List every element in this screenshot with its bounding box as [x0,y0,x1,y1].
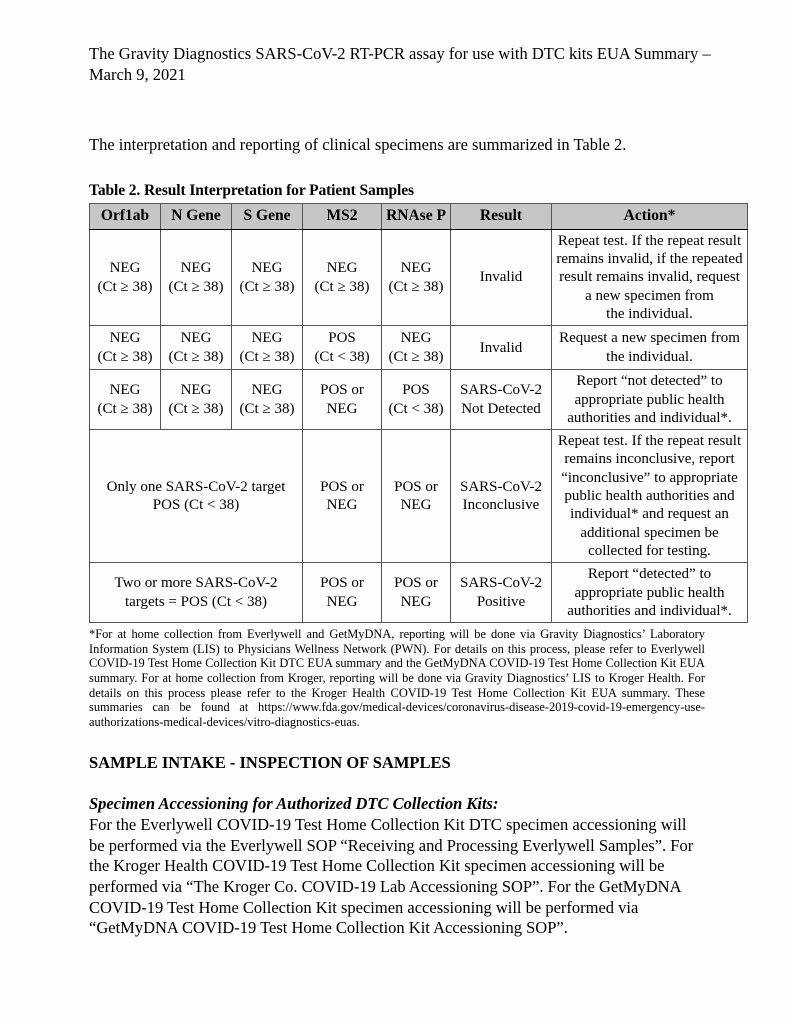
cell-ngene [161,326,232,370]
cell-merged-targets [90,430,303,563]
cell-result [451,370,552,430]
cell-result [451,326,552,370]
cell-line: the individual. [606,305,693,322]
body-paragraph: For the Everlywell COVID-19 Test Home Collection Kit DTC specimen accessioning will be performed via the Everlywell SOP “Receiving and Processing Everlywell Samples”. For the Kroger Health COVID-19 Test Home Collection Kit specimen accessioning will be performed via “The Kroger Co. COVID-19 Lab Accessioning SOP”. For the GetMyDNA COVID-19 Test Home Collection Kit specimen accessioning will be performed via “GetMyDNA COVID-19 Test Home Collection Kit Accessioning SOP”. [89,815,694,938]
cell-sgene [232,370,303,430]
table-row [90,326,748,370]
cell-ms2 [303,563,382,623]
cell-ngene [161,229,232,325]
cell-line: NEG [180,260,212,277]
table-header-result: Result [451,203,552,229]
cell-line: POS [402,382,430,399]
table-row [90,430,748,563]
cell-rnasep [382,326,451,370]
cell-line: POS or [320,575,364,592]
cell-sgene [232,229,303,325]
cell-line: NEG [400,260,432,277]
cell-result [451,229,552,325]
cell-line: (Ct ≥ 38) [239,348,295,365]
cell-line: NEG [326,260,358,277]
cell-line: POS (Ct < 38) [152,497,240,514]
cell-line: (Ct ≥ 38) [97,278,153,295]
cell-line: (Ct < 38) [388,400,444,417]
table-header-row [90,203,748,229]
cell-ms2 [303,326,382,370]
cell-line: (Ct ≥ 38) [168,278,224,295]
document-header-line1: The Gravity Diagnostics SARS-CoV-2 RT-PCR assay for use with DTC kits EUA Summary – [89,44,711,63]
cell-line: Inconclusive [462,497,540,514]
cell-rnasep [382,229,451,325]
cell-line: (Ct ≥ 38) [388,278,444,295]
table-row [90,370,748,430]
cell-ngene [161,370,232,430]
result-interpretation-table [89,203,748,624]
cell-sgene [232,326,303,370]
cell-line: (Ct ≥ 38) [168,400,224,417]
cell-action [552,370,748,430]
cell-line: Not Detected [461,400,541,417]
cell-orf1ab [90,229,161,325]
cell-rnasep [382,430,451,563]
cell-line: Report “not detected” to appropriate public health authorities and individual*. [567,373,732,426]
cell-orf1ab [90,326,161,370]
cell-line: (Ct ≥ 38) [168,348,224,365]
cell-line: (Ct ≥ 38) [97,400,153,417]
cell-line: NEG [251,330,283,347]
cell-line: NEG [251,260,283,277]
table-header-action: Action* [552,203,748,229]
document-header-line2: March 9, 2021 [89,64,186,84]
cell-ms2 [303,430,382,563]
sub-heading: Specimen Accessioning for Authorized DTC Collection Kits: [89,794,499,814]
cell-line: Invalid [479,269,523,286]
table-header-sgene: S Gene [232,203,303,229]
cell-line: POS or [394,478,438,495]
cell-line: NEG [400,593,432,610]
cell-line: NEG [326,593,358,610]
table-body [90,229,748,622]
table-row [90,229,748,325]
cell-line: POS or [320,382,364,399]
cell-line: SARS-CoV-2 [460,478,542,495]
cell-line: NEG [326,497,358,514]
cell-action [552,430,748,563]
cell-line: POS or [394,575,438,592]
cell-action [552,229,748,325]
cell-line: (Ct ≥ 38) [239,278,295,295]
cell-line: POS [328,330,356,347]
table-header-ngene: N Gene [161,203,232,229]
cell-line: NEG [180,382,212,399]
table-caption: Table 2. Result Interpretation for Patient Samples [89,181,414,199]
cell-line: Report “detected” to appropriate public health authorities and individual*. [567,566,732,619]
table-footnote: *For at home collection from Everlywell and GetMyDNA, reporting will be done via Gravity Diagnostics’ Laboratory Information System (LIS) to Physicians Wellness Network (PWN). For details on this process, please refer to Everlywell COVID-19 Test Home Collection Kit DTC EUA summary and the GetMyDNA COVID-19 Test Home Collection Kit EUA summary. For at home collection from Kroger, reporting will be done via Gravity Diagnostics’ LIS to Kroger Health. For details on this process please refer to the Kroger Health COVID-19 Test Home Collection Kit EUA summary. These summaries can be found at https://www.fda.gov/medical-devices/coronavirus-disease-2019-covid-19-emergency-use-authorizations-medical-devices/vitro-diagnostics-euas. [89,627,705,729]
cell-line: SARS-CoV-2 [460,382,542,399]
cell-line: Repeat test. If the repeat result remains invalid, if the repeated result remains invalid, request a new specimen from [556,232,743,304]
cell-line: NEG [326,400,358,417]
cell-line: NEG [400,330,432,347]
table-header-orf1ab: Orf1ab [90,203,161,229]
cell-orf1ab [90,370,161,430]
section-heading: SAMPLE INTAKE - INSPECTION OF SAMPLES [89,753,451,773]
cell-line: NEG [400,497,432,514]
cell-line: (Ct ≥ 38) [97,348,153,365]
cell-line: (Ct ≥ 38) [239,400,295,417]
cell-rnasep [382,563,451,623]
cell-line: NEG [251,382,283,399]
cell-rnasep [382,370,451,430]
cell-line: Two or more SARS-CoV-2 [114,575,278,592]
cell-line: NEG [109,382,141,399]
document-header [89,44,714,85]
cell-line: Repeat test. If the repeat result remains inconclusive, report “inconclusive” to appropriate public health authorities and individual* and request an additional specimen be collected for testing. [557,433,742,559]
table-header-ms2: MS2 [303,203,382,229]
cell-line: Only one SARS-CoV-2 target [106,478,286,495]
cell-line: NEG [109,260,141,277]
cell-line: Positive [476,593,526,610]
cell-action [552,563,748,623]
cell-line: NEG [180,330,212,347]
cell-line: Request a new specimen from the individual. [559,330,740,365]
intro-paragraph: The interpretation and reporting of clinical specimens are summarized in Table 2. [89,135,627,154]
cell-ms2 [303,229,382,325]
cell-line: (Ct ≥ 38) [388,348,444,365]
cell-line: SARS-CoV-2 [460,575,542,592]
cell-ms2 [303,370,382,430]
cell-line: (Ct < 38) [314,348,370,365]
cell-line: targets = POS (Ct < 38) [124,593,268,610]
cell-action [552,326,748,370]
cell-merged-targets [90,563,303,623]
table-header-rnasep: RNAse P [382,203,451,229]
cell-line: POS or [320,478,364,495]
cell-result [451,430,552,563]
cell-result [451,563,552,623]
cell-line: Invalid [479,339,523,356]
table-row [90,563,748,623]
cell-line: (Ct ≥ 38) [314,278,370,295]
cell-line: NEG [109,330,141,347]
